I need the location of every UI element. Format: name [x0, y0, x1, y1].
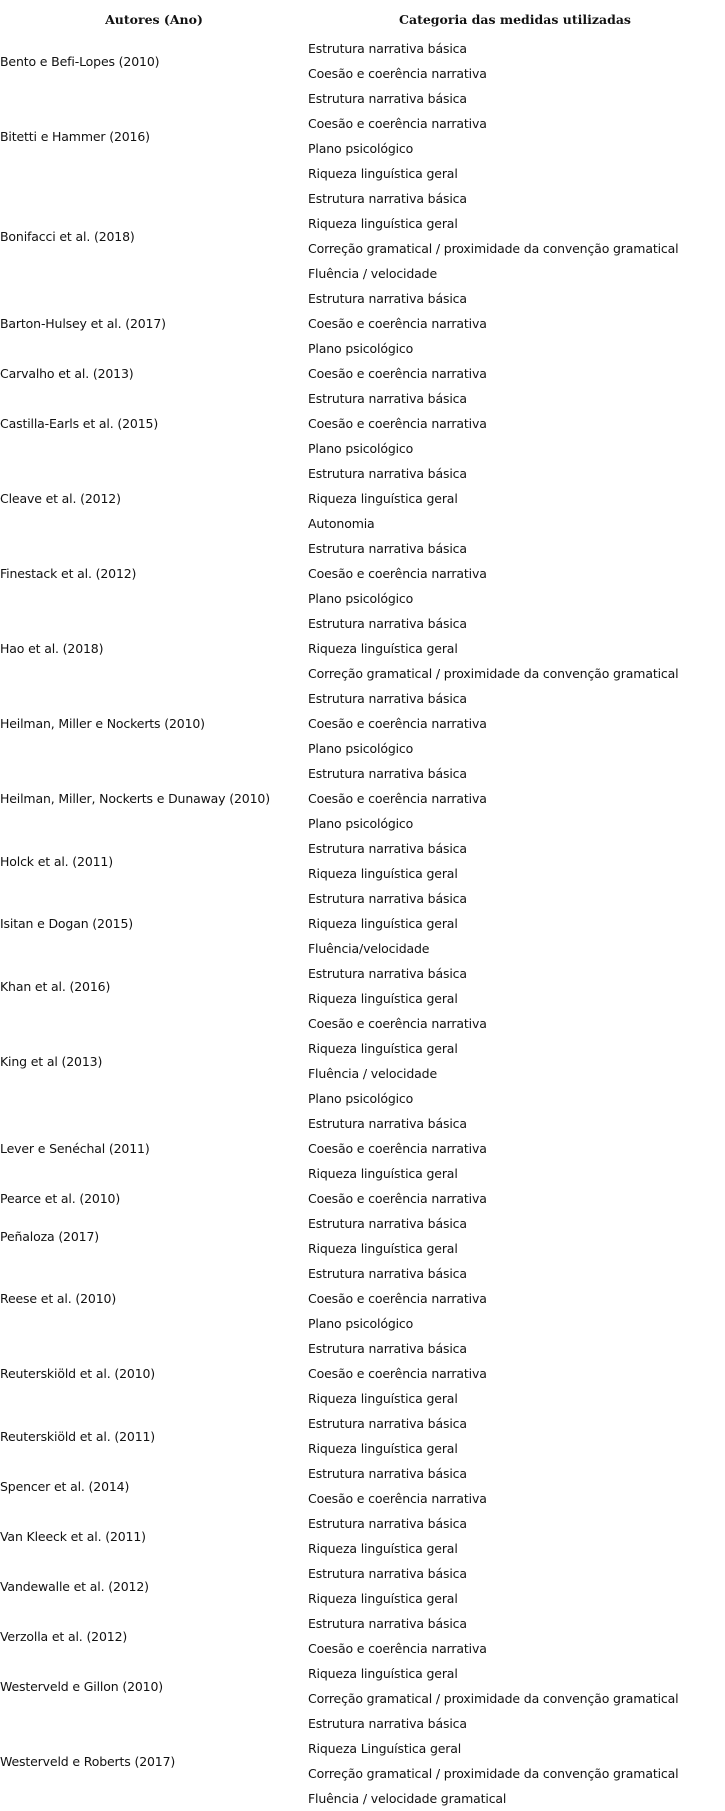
category-item: Riqueza linguística geral [308, 991, 458, 1006]
author-cell: Westerveld e Roberts (2017) [0, 1753, 176, 1769]
category-item: Estrutura narrativa básica [308, 1716, 467, 1731]
table-row [0, 1511, 722, 1561]
table-row [0, 961, 722, 1011]
category-item: Correção gramatical / proximidade da convenção gramatical [308, 666, 679, 681]
table-row [0, 361, 722, 386]
category-item: Riqueza linguística geral [308, 216, 458, 231]
category-item: Plano psicológico [308, 1091, 414, 1106]
category-cell [308, 1336, 722, 1411]
category-item: Riqueza linguística geral [308, 1041, 458, 1056]
category-cell [308, 1661, 722, 1711]
category-item: Riqueza linguística geral [308, 1666, 458, 1681]
category-cell [308, 1211, 722, 1261]
category-cell [308, 1611, 722, 1661]
header-row [0, 3, 722, 36]
table-row [0, 1336, 722, 1411]
category-item: Coesão e coerência narrativa [308, 1491, 487, 1506]
table-row [0, 86, 722, 186]
category-item: Riqueza linguística geral [308, 916, 458, 931]
category-item: Coesão e coerência narrativa [308, 716, 487, 731]
category-cell [308, 186, 722, 286]
category-item: Riqueza linguística geral [308, 166, 458, 181]
category-item: Plano psicológico [308, 741, 414, 756]
category-cell [308, 886, 722, 961]
author-cell: Cleave et al. (2012) [0, 491, 121, 506]
category-item: Estrutura narrativa básica [308, 891, 467, 906]
table-row [0, 886, 722, 961]
author-cell: Finestack et al. (2012) [0, 566, 137, 581]
category-item: Plano psicológico [308, 341, 414, 356]
table-row [0, 1461, 722, 1511]
category-item: Fluência / velocidade gramatical [308, 1791, 507, 1806]
author-cell: Isitan e Dogan (2015) [0, 916, 133, 931]
category-item: Fluência / velocidade [308, 266, 437, 281]
table-row [0, 1211, 722, 1261]
table-row [0, 1611, 722, 1661]
category-cell [308, 1711, 722, 1811]
header-authors: Autores (Ano) [105, 12, 203, 27]
category-item: Estrutura narrativa básica [308, 841, 467, 856]
category-cell [308, 286, 722, 361]
author-cell: Peñaloza (2017) [0, 1228, 99, 1244]
table-row [0, 836, 722, 886]
category-item: Plano psicológico [308, 816, 414, 831]
table-row [0, 1411, 722, 1461]
table-row [0, 1186, 722, 1211]
author-cell: Reuterskiöld et al. (2010) [0, 1366, 156, 1381]
category-cell [308, 1011, 722, 1111]
category-cell [308, 1186, 722, 1211]
author-cell: Carvalho et al. (2013) [0, 366, 134, 381]
category-item: Riqueza linguística geral [308, 1441, 458, 1456]
author-cell: Spencer et al. (2014) [0, 1478, 130, 1494]
category-item: Coesão e coerência narrativa [308, 366, 487, 381]
category-item: Estrutura narrativa básica [308, 1341, 467, 1356]
table-row [0, 1011, 722, 1111]
category-cell [308, 1561, 722, 1611]
table-row [0, 186, 722, 286]
category-item: Coesão e coerência narrativa [308, 66, 487, 81]
category-item: Estrutura narrativa básica [308, 1616, 467, 1631]
author-cell: Heilman, Miller, Nockerts e Dunaway (2010) [0, 791, 270, 806]
category-item: Estrutura narrativa básica [308, 1466, 467, 1481]
category-item: Riqueza linguística geral [308, 1166, 458, 1181]
category-cell [308, 361, 722, 386]
category-item: Estrutura narrativa básica [308, 1566, 467, 1581]
author-cell: Castilla-Earls et al. (2015) [0, 416, 159, 431]
author-cell: Lever e Senéchal (2011) [0, 1141, 150, 1156]
category-item: Plano psicológico [308, 441, 414, 456]
table-row [0, 1261, 722, 1336]
category-item: Coesão e coerência narrativa [308, 1291, 487, 1306]
category-cell [308, 1261, 722, 1336]
author-cell: Van Kleeck et al. (2011) [0, 1528, 146, 1544]
category-item: Estrutura narrativa básica [308, 41, 467, 56]
category-item: Plano psicológico [308, 1316, 414, 1331]
table-row [0, 761, 722, 836]
category-item: Estrutura narrativa básica [308, 1116, 467, 1131]
table-body [0, 36, 722, 1811]
category-item: Riqueza linguística geral [308, 1591, 458, 1606]
category-item: Fluência/velocidade [308, 941, 430, 956]
table-row [0, 686, 722, 761]
table-row [0, 36, 722, 86]
category-item: Riqueza linguística geral [308, 641, 458, 656]
category-cell [308, 611, 722, 686]
category-item: Estrutura narrativa básica [308, 466, 467, 481]
category-item: Estrutura narrativa básica [308, 291, 467, 306]
category-item: Coesão e coerência narrativa [308, 1366, 487, 1381]
category-cell [308, 461, 722, 536]
studies-table [0, 3, 722, 1811]
category-cell [308, 1461, 722, 1511]
category-item: Autonomia [308, 516, 375, 531]
category-item: Plano psicológico [308, 141, 414, 156]
category-item: Coesão e coerência narrativa [308, 116, 487, 131]
author-cell: Pearce et al. (2010) [0, 1191, 121, 1206]
author-cell: Reese et al. (2010) [0, 1291, 117, 1306]
author-cell: Westerveld e Gillon (2010) [0, 1678, 164, 1694]
category-item: Estrutura narrativa básica [308, 91, 467, 106]
category-cell [308, 1511, 722, 1561]
author-cell: Verzolla et al. (2012) [0, 1628, 128, 1644]
category-item: Coesão e coerência narrativa [308, 566, 487, 581]
category-item: Coesão e coerência narrativa [308, 1191, 487, 1206]
author-cell: Barton-Hulsey et al. (2017) [0, 316, 166, 331]
category-item: Estrutura narrativa básica [308, 1216, 467, 1231]
author-cell: Heilman, Miller e Nockerts (2010) [0, 716, 205, 731]
table-row [0, 386, 722, 461]
category-cell [308, 386, 722, 461]
category-cell [308, 836, 722, 886]
author-cell: Reuterskiöld et al. (2011) [0, 1428, 156, 1444]
category-item: Estrutura narrativa básica [308, 1416, 467, 1431]
author-cell: Holck et al. (2011) [0, 853, 113, 869]
table-row [0, 461, 722, 536]
category-item: Estrutura narrativa básica [308, 391, 467, 406]
category-cell [308, 961, 722, 1011]
category-item: Coesão e coerência narrativa [308, 1641, 487, 1656]
table-row [0, 536, 722, 611]
category-item: Estrutura narrativa básica [308, 191, 467, 206]
category-cell [308, 86, 722, 186]
category-item: Riqueza linguística geral [308, 1241, 458, 1256]
author-cell: Bonifacci et al. (2018) [0, 228, 135, 244]
author-cell: Bitetti e Hammer (2016) [0, 128, 150, 144]
category-item: Estrutura narrativa básica [308, 691, 467, 706]
table-row [0, 1561, 722, 1611]
category-item: Correção gramatical / proximidade da convenção gramatical [308, 1766, 679, 1781]
category-cell [308, 536, 722, 611]
table-row [0, 1111, 722, 1186]
category-item: Riqueza linguística geral [308, 1541, 458, 1556]
category-item: Estrutura narrativa básica [308, 966, 467, 981]
category-item: Correção gramatical / proximidade da convenção gramatical [308, 241, 679, 256]
category-cell [308, 36, 722, 86]
category-item: Fluência / velocidade [308, 1066, 437, 1081]
author-cell: Hao et al. (2018) [0, 641, 104, 656]
category-item: Coesão e coerência narrativa [308, 1141, 487, 1156]
category-item: Coesão e coerência narrativa [308, 791, 487, 806]
category-item: Estrutura narrativa básica [308, 616, 467, 631]
table-row [0, 286, 722, 361]
category-cell [308, 761, 722, 836]
category-cell [308, 1111, 722, 1186]
table-row [0, 611, 722, 686]
author-cell: King et al (2013) [0, 1053, 103, 1069]
category-item: Riqueza linguística geral [308, 866, 458, 881]
category-item: Estrutura narrativa básica [308, 1266, 467, 1281]
category-item: Estrutura narrativa básica [308, 541, 467, 556]
author-cell: Bento e Befi-Lopes (2010) [0, 53, 160, 69]
category-item: Riqueza linguística geral [308, 1391, 458, 1406]
author-cell: Vandewalle et al. (2012) [0, 1578, 149, 1594]
table-row [0, 1661, 722, 1711]
header-categories: Categoria das medidas utilizadas [399, 12, 631, 27]
table-row [0, 1711, 722, 1811]
author-cell: Khan et al. (2016) [0, 978, 111, 994]
category-item: Coesão e coerência narrativa [308, 416, 487, 431]
category-item: Estrutura narrativa básica [308, 766, 467, 781]
category-item: Riqueza Linguística geral [308, 1741, 462, 1756]
category-item: Coesão e coerência narrativa [308, 316, 487, 331]
category-item: Riqueza linguística geral [308, 491, 458, 506]
category-item: Correção gramatical / proximidade da convenção gramatical [308, 1691, 679, 1706]
category-item: Estrutura narrativa básica [308, 1516, 467, 1531]
category-item: Plano psicológico [308, 591, 414, 606]
category-cell [308, 1411, 722, 1461]
category-cell [308, 686, 722, 761]
category-item: Coesão e coerência narrativa [308, 1016, 487, 1031]
